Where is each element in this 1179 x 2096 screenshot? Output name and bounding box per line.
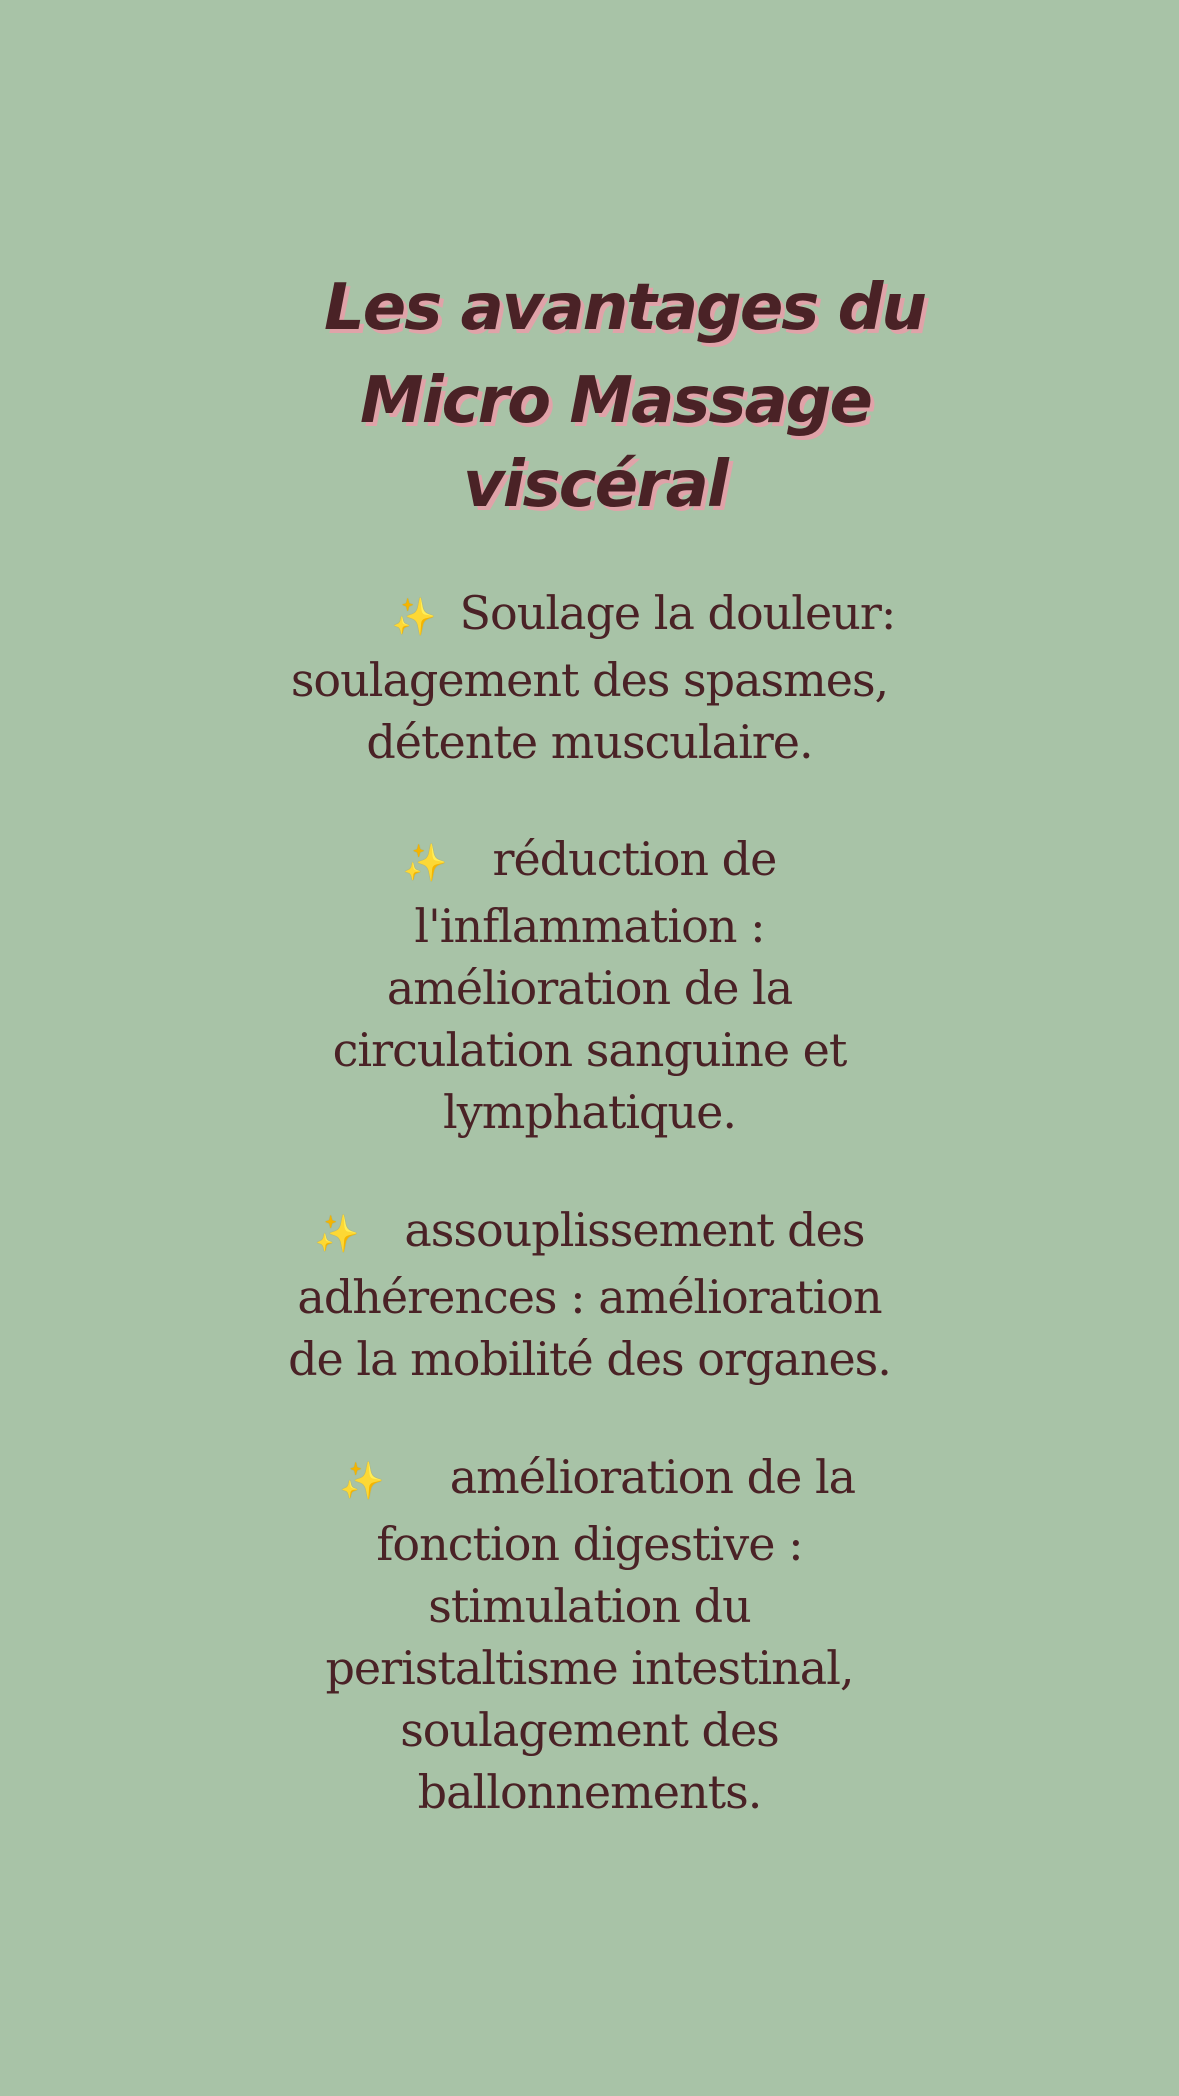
- benefit-line: peristaltisme intestinal,: [325, 1641, 854, 1695]
- benefit-line: ballonnements.: [417, 1765, 762, 1819]
- benefit-line: l'inflammation :: [414, 899, 765, 953]
- benefit-line: circulation sanguine et: [332, 1023, 847, 1077]
- benefit-pain-relief: [0, 582, 1179, 773]
- benefit-inflammation: [0, 828, 1179, 1143]
- benefit-digestion: [0, 1446, 1179, 1823]
- benefit-first-line: ✨ réduction de: [0, 828, 1179, 895]
- benefit-line: stimulation du: [428, 1579, 751, 1633]
- benefit-line: adhérences : amélioration: [297, 1270, 882, 1324]
- benefit-line: soulagement des spasmes,: [290, 653, 889, 707]
- benefit-line: lymphatique.: [443, 1085, 736, 1139]
- benefit-first-line: ✨ assouplissement des: [0, 1199, 1179, 1266]
- benefit-line: de la mobilité des organes.: [288, 1332, 891, 1386]
- sparkles-icon: ✨: [402, 843, 447, 884]
- benefit-first-line: ✨ Soulage la douleur:: [0, 582, 1179, 649]
- benefit-line: fonction digestive :: [376, 1517, 803, 1571]
- benefit-first-line: ✨ amélioration de la: [0, 1446, 1179, 1513]
- benefit-line: amélioration de la: [386, 961, 793, 1015]
- sparkles-icon: ✨: [391, 597, 436, 638]
- sparkles-icon: ✨: [314, 1214, 359, 1255]
- story-page: Les avantages du Micro Massage viscéral ✨ Soulage la douleur: soulagement des spasmes, détente musculaire. ✨ réduction de l'inflammation : amélioration de la circulation sanguine et lymphatique. ✨ assouplissement des adhérences : amélioration de la mobilité des organes. ✨ amélioration de la fonction digestive : stimulation du peristaltisme intestinal, soulagement des ballonnements.: [0, 0, 1179, 2096]
- benefit-line: détente musculaire.: [366, 715, 813, 769]
- benefit-line: soulagement des: [400, 1703, 779, 1757]
- benefit-adhesions: [0, 1199, 1179, 1390]
- sparkles-icon: ✨: [339, 1461, 384, 1502]
